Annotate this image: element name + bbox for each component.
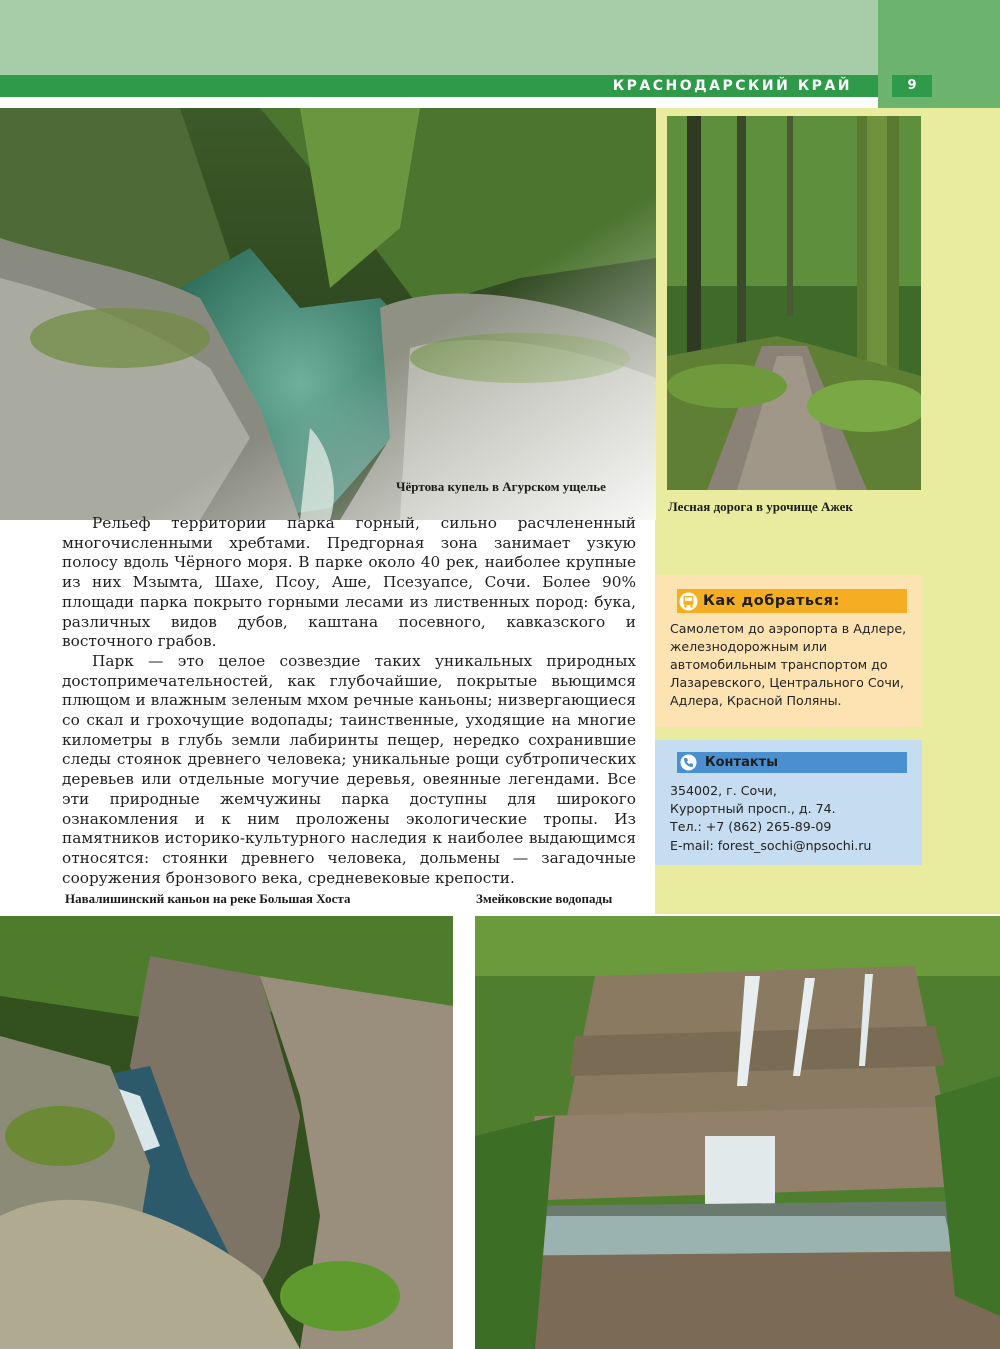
article-body xyxy=(62,514,636,888)
contacts-phone: Тел.: +7 (862) 265-89-09 xyxy=(670,819,832,835)
article-paragraph-2: Парк — это целое созвездие таких уникальных природных достопримечательностей, как глубочайшие, покрытые вьющимся плющом и влажным зеленым мхом речные каньоны; низвергающиеся со скал и грохочущие водопады; таинственные, уходящие на многие километры в глубь земли лабиринты пещер, нередко сохранившие следы стоянок древнего человека; уникальные рощи субтропических деревьев или отдельные могучие деревья, овеянные легендами. Все эти природные жемчужины парка доступны для широкого ознакомления и к ним проложены экологические тропы. Из памятников историко-культурного наследия к наиболее выдающимся относятся: стоянки древнего человека, дольмены — загадочные сооружения бронзового века, средневековые крепости. xyxy=(62,651,636,887)
photo-forest-road xyxy=(667,116,921,490)
photo-navalishinsky-canyon xyxy=(0,916,453,1349)
how-to-get-title: Как добраться: xyxy=(703,593,840,609)
page-number: 9 xyxy=(907,78,917,93)
phone-icon xyxy=(680,754,697,771)
caption-chertova-kupel: Чёртова купель в Агурском ущелье xyxy=(396,479,606,494)
photo-chertova-kupel xyxy=(0,108,656,520)
caption-navalishinsky-canyon: Навалишинский каньон на реке Большая Хоста xyxy=(65,891,351,906)
contacts-email: E-mail: forest_sochi@npsochi.ru xyxy=(670,837,872,853)
region-title: КРАСНОДАРСКИЙ КРАЙ xyxy=(612,78,852,94)
article-paragraph-1: Рельеф территории парка горный, сильно расчлененный многочисленными хребтами. Предгорная зона занимает узкую полосу вдоль Чёрного моря. В парке около 40 рек, наиболее крупные из них Мзымта, Шахе, Псоу, Аше, Псезуапсе, Сочи. Более 90% площади парка покрыто горными лесами из лиственных пород: бука, различных видов дубов, каштана посевного, кавказского и восточного грабов. xyxy=(62,514,636,651)
header-band xyxy=(0,0,878,75)
how-to-get-text: Самолетом до аэропорта в Адлере, железнодорожным или автомобильным транспортом до Лазаревского, Центрального Сочи, Адлера, Красной Поляны. xyxy=(670,621,907,708)
contacts-text xyxy=(670,782,915,855)
contacts-address-street: Курортный просп., д. 74. xyxy=(670,801,836,817)
caption-zmeykovskie-waterfalls: Змейковские водопады xyxy=(476,891,613,906)
bus-icon xyxy=(679,592,698,611)
photo-zmeykovskie-waterfalls xyxy=(475,916,1000,1349)
caption-forest-road: Лесная дорога в урочище Ажек xyxy=(668,499,853,514)
contacts-title: Контакты xyxy=(705,755,778,770)
contacts-address-city: 354002, г. Сочи, xyxy=(670,783,777,798)
